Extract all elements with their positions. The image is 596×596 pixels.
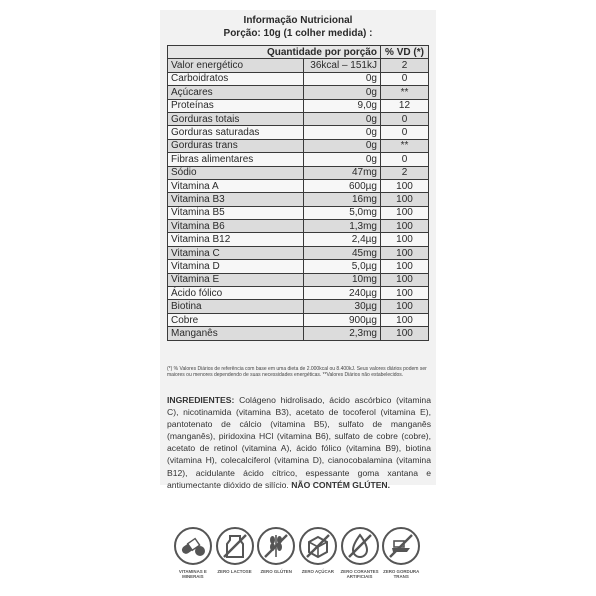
table-row — [168, 273, 429, 286]
table-row — [168, 300, 429, 313]
claim-caption: ZERO GORDURA TRANS — [383, 569, 420, 579]
nutrient-qty: 30µg — [303, 300, 380, 313]
nutrient-qty: 240µg — [303, 287, 380, 300]
claim-caption: ZERO GLÚTEN — [260, 569, 292, 574]
portion-label: Porção: 10g (1 colher medida) : — [223, 28, 373, 39]
nutrient-qty: 0g — [303, 72, 380, 85]
claim-caption: ZERO AÇÚCAR — [301, 569, 334, 574]
nutrient-qty: 9,0g — [303, 99, 380, 112]
nutrient-name: Sódio — [168, 166, 304, 179]
table-row — [168, 139, 429, 152]
nutrient-vd: 0 — [380, 153, 428, 166]
claim-trans-fat — [380, 526, 422, 586]
table-row — [168, 112, 429, 125]
table-row — [168, 72, 429, 85]
nutrient-qty: 2,3mg — [303, 327, 380, 340]
nutrient-name: Açúcares — [168, 86, 304, 99]
nutrient-qty: 16mg — [303, 193, 380, 206]
nutrient-name: Vitamina D — [168, 260, 304, 273]
table-row — [168, 246, 429, 259]
nutrient-vd: 0 — [380, 126, 428, 139]
vitamins-icon — [173, 526, 213, 566]
gluten-icon — [256, 526, 296, 566]
table-row — [168, 313, 429, 326]
nutrient-name: Biotina — [168, 300, 304, 313]
nutrition-header — [160, 14, 436, 40]
ingredients-list: Colágeno hidrolisado, ácido ascórbico (vitamina C), nicotinamida (vitamina B3), acetato de tocoferol (vitamina E), pantotenato de cálcio (vitamina B5), sulfato de manganês (manganês), piridoxina HCl (vitamina B6), sulfato de cobre (cobre), acetato de retinol (vitamina A), ácido fólico (vitamina B9), biotina (vitamina H), colecalciferol (vitamina D), cianocobalamina (vitamina B12), acidulante ácido cítrico, espessante goma xantana e antiumectante dióxido de silício. — [167, 395, 431, 490]
table-row — [168, 86, 429, 99]
vd-header: % VD (*) — [380, 46, 428, 59]
nutrient-vd: 100 — [380, 246, 428, 259]
lactose-icon — [215, 526, 255, 566]
nutrient-name: Vitamina A — [168, 179, 304, 192]
nutrient-vd: 100 — [380, 327, 428, 340]
claim-caption: ZERO CORANTES ARTIFICIAIS — [340, 569, 379, 579]
nutrient-qty: 2,4µg — [303, 233, 380, 246]
nutrient-vd: 100 — [380, 179, 428, 192]
nutrient-name: Proteínas — [168, 99, 304, 112]
claim-caption: VITAMINAS E MINERAIS — [178, 569, 207, 579]
table-row — [168, 153, 429, 166]
table-row — [168, 327, 429, 340]
nutrient-qty: 36kcal – 151kJ — [303, 59, 380, 72]
nutrient-vd: 100 — [380, 300, 428, 313]
nutrient-qty: 45mg — [303, 246, 380, 259]
nutrient-vd: ** — [380, 139, 428, 152]
claim-caption: ZERO LACTOSE — [217, 569, 252, 574]
nutrition-table — [167, 45, 429, 341]
nutrient-qty: 0g — [303, 126, 380, 139]
table-row — [168, 206, 429, 219]
nutrient-name: Gorduras trans — [168, 139, 304, 152]
nutrient-vd: 0 — [380, 72, 428, 85]
nutrition-title: Informação Nutricional — [243, 15, 353, 26]
claim-lactose — [214, 526, 256, 586]
trans-fat-icon — [381, 526, 421, 566]
nutrient-name: Carboidratos — [168, 72, 304, 85]
claim-sugar — [297, 526, 339, 586]
nutrient-qty: 47mg — [303, 166, 380, 179]
table-row — [168, 99, 429, 112]
nutrient-qty: 900µg — [303, 313, 380, 326]
nutrient-qty: 0g — [303, 153, 380, 166]
nutrient-name: Vitamina B3 — [168, 193, 304, 206]
nutrient-vd: 100 — [380, 233, 428, 246]
ingredients-text — [167, 394, 431, 491]
nutrient-qty: 1,3mg — [303, 220, 380, 233]
nutrient-qty: 0g — [303, 86, 380, 99]
claim-gluten — [255, 526, 297, 586]
nutrient-vd: 100 — [380, 206, 428, 219]
table-row — [168, 233, 429, 246]
table-row — [168, 220, 429, 233]
nutrient-name: Valor energético — [168, 59, 304, 72]
nutrient-name: Vitamina B12 — [168, 233, 304, 246]
nutrient-name: Vitamina E — [168, 273, 304, 286]
nutrient-qty: 5,0µg — [303, 260, 380, 273]
table-row — [168, 59, 429, 72]
nutrient-vd: 100 — [380, 287, 428, 300]
footnote: (*) % Valores Diários de referência com base em uma dieta de 2.000kcal ou 8.400kJ. Seus valores diários podem ser maiores ou menores dependendo de suas necessidades energéticas. **Valores Diários não estabelecidos. — [167, 366, 427, 379]
nutrient-name: Fibras alimentares — [168, 153, 304, 166]
table-row — [168, 193, 429, 206]
nutrient-name: Gorduras totais — [168, 112, 304, 125]
claim-colorants — [339, 526, 381, 586]
qty-header: Quantidade por porção — [168, 46, 381, 59]
nutrient-name: Vitamina B5 — [168, 206, 304, 219]
claim-icons — [172, 526, 422, 586]
nutrient-name: Manganês — [168, 327, 304, 340]
nutrient-qty: 10mg — [303, 273, 380, 286]
nutrient-vd: 100 — [380, 313, 428, 326]
nutrient-vd: 100 — [380, 273, 428, 286]
nutrient-name: Cobre — [168, 313, 304, 326]
nutrient-name: Ácido fólico — [168, 287, 304, 300]
nutrient-qty: 5,0mg — [303, 206, 380, 219]
table-row — [168, 166, 429, 179]
table-row — [168, 126, 429, 139]
nutrient-vd: ** — [380, 86, 428, 99]
gluten-statement: NÃO CONTÉM GLÚTEN. — [291, 479, 391, 490]
nutrient-qty: 600µg — [303, 179, 380, 192]
nutrient-name: Gorduras saturadas — [168, 126, 304, 139]
colorants-icon — [340, 526, 380, 566]
nutrient-qty: 0g — [303, 139, 380, 152]
nutrient-name: Vitamina C — [168, 246, 304, 259]
table-row — [168, 260, 429, 273]
nutrient-vd: 100 — [380, 260, 428, 273]
table-header-row — [168, 46, 429, 59]
nutrient-vd: 12 — [380, 99, 428, 112]
table-row — [168, 287, 429, 300]
ingredients-label: INGREDIENTES: — [167, 395, 235, 405]
nutrient-name: Vitamina B6 — [168, 220, 304, 233]
nutrient-qty: 0g — [303, 112, 380, 125]
claim-vitamins — [172, 526, 214, 586]
nutrient-vd: 2 — [380, 59, 428, 72]
nutrient-vd: 100 — [380, 220, 428, 233]
nutrient-vd: 2 — [380, 166, 428, 179]
sugar-icon — [298, 526, 338, 566]
table-row — [168, 179, 429, 192]
nutrient-vd: 100 — [380, 193, 428, 206]
nutrient-vd: 0 — [380, 112, 428, 125]
